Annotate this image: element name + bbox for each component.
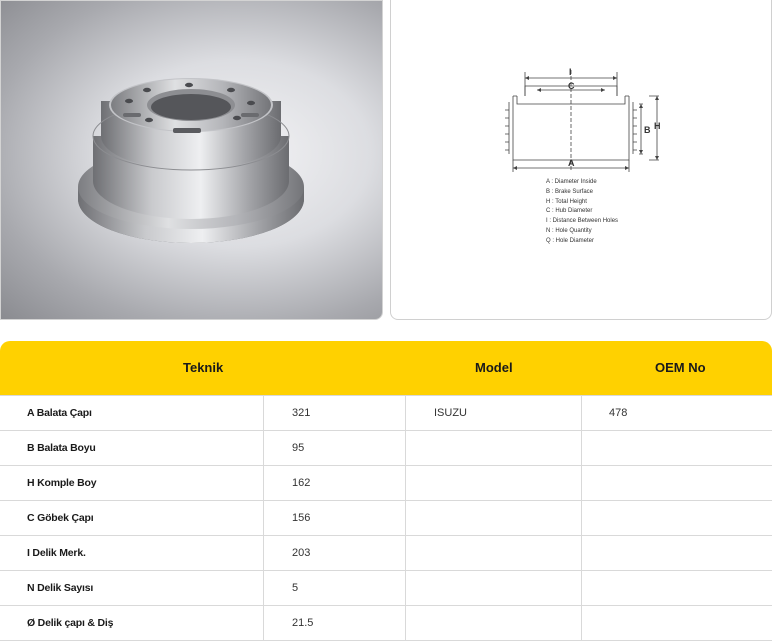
label-h: H (654, 121, 661, 131)
row-oem (581, 431, 772, 465)
row-model (405, 536, 581, 570)
spec-table (0, 341, 772, 641)
table-row (0, 431, 772, 466)
row-label: Ø Delik çapı & Diş (27, 617, 114, 629)
row-model (405, 431, 581, 465)
table-body (0, 395, 772, 641)
legend-item: I : Distance Between Holes (546, 218, 619, 225)
table-row (0, 571, 772, 606)
row-model: ISUZU (405, 396, 581, 430)
drum-dimension-drawing (391, 0, 772, 320)
row-value: 5 (263, 571, 405, 605)
row-oem: 478 (581, 396, 772, 430)
legend-item: B : Brake Surface (546, 188, 594, 195)
legend-item: Q : Hole Diameter (546, 237, 595, 244)
table-row (0, 501, 772, 536)
row-label: H Komple Boy (27, 477, 97, 489)
label-c: C (568, 81, 575, 91)
header-model: Model (475, 360, 513, 375)
table-header (0, 341, 772, 395)
brake-drum-image (1, 1, 383, 320)
row-value: 156 (263, 501, 405, 535)
row-oem (581, 571, 772, 605)
row-value: 21.5 (263, 606, 405, 640)
row-value: 203 (263, 536, 405, 570)
row-value: 95 (263, 431, 405, 465)
row-label: C Göbek Çapı (27, 512, 94, 524)
label-a: A (568, 158, 575, 168)
row-label: B Balata Boyu (27, 442, 96, 454)
table-row (0, 536, 772, 571)
row-model (405, 571, 581, 605)
table-row (0, 396, 772, 431)
header-teknik: Teknik (183, 360, 224, 375)
row-label: I Delik Merk. (27, 547, 86, 559)
legend-item: N : Hole Quantity (546, 227, 592, 234)
row-value: 162 (263, 466, 405, 500)
table-row (0, 606, 772, 641)
row-oem (581, 466, 772, 500)
row-model (405, 606, 581, 640)
row-oem (581, 536, 772, 570)
row-oem (581, 501, 772, 535)
row-oem (581, 606, 772, 640)
legend-item: A : Diameter Inside (546, 179, 597, 185)
product-photo (0, 0, 383, 320)
technical-diagram (390, 0, 772, 320)
header-oem: OEM No (655, 360, 706, 375)
row-label: A Balata Çapı (27, 407, 92, 419)
label-i: I (569, 67, 572, 77)
row-model (405, 466, 581, 500)
diagram-legend (546, 178, 618, 247)
row-model (405, 501, 581, 535)
row-label: N Delik Sayısı (27, 582, 94, 594)
table-row (0, 466, 772, 501)
legend-item: C : Hub Diameter (546, 208, 593, 215)
row-value: 321 (263, 396, 405, 430)
label-b: B (644, 125, 651, 135)
legend-item: H : Total Height (546, 198, 587, 205)
